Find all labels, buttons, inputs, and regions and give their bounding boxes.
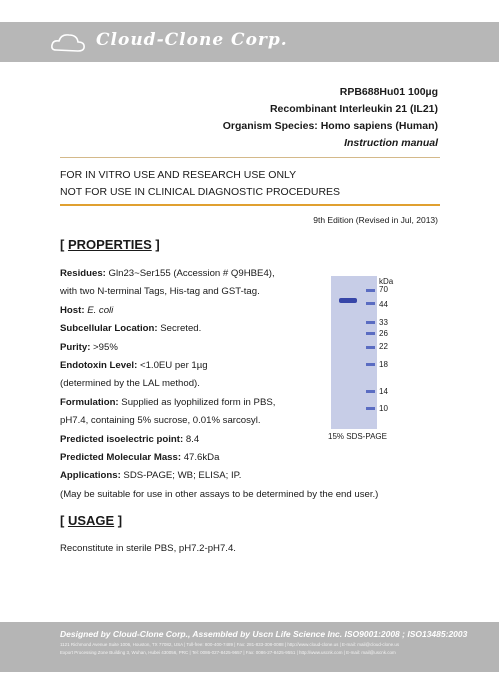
sds-page-figure	[328, 276, 441, 446]
prop-formulation-cont: pH7.4, containing 5% sucrose, 0.01% sarcosyl.	[60, 415, 261, 427]
prop-applications: Applications: SDS-PAGE; WB; ELISA; IP.	[60, 470, 242, 482]
sample-band	[339, 298, 357, 303]
document-type: Instruction manual	[344, 137, 438, 149]
prop-endotoxin-cont: (determined by the LAL method).	[60, 378, 200, 390]
product-code: RPB688Hu01 100µg	[339, 86, 438, 98]
marker-label: 44	[379, 300, 388, 309]
divider-line	[60, 157, 440, 158]
prop-location: Subcellular Location: Secreted.	[60, 323, 202, 335]
marker-band	[366, 390, 375, 393]
prop-purity: Purity: >95%	[60, 341, 118, 353]
kda-unit-label: kDa	[379, 277, 394, 286]
marker-band	[366, 363, 375, 366]
marker-label: 70	[379, 285, 388, 294]
footer-address-cn: Export Processing Zone Building 3, Wuhan, Hubei 430056, PRC | Tel: 0086-027-8425-9657 | Fax: 0086-27-8425-9551 | http://www.uscnk.com | E-mail: mail@uscnk.com	[60, 650, 396, 655]
prop-isoelectric: Predicted isoelectric point: 8.4	[60, 433, 200, 445]
gel-image	[331, 276, 377, 429]
usage-heading: [ USAGE ]	[60, 513, 123, 528]
gel-caption: 15% SDS-PAGE	[328, 432, 387, 441]
marker-label: 18	[379, 360, 388, 369]
marker-label: 33	[379, 318, 388, 327]
accent-divider	[60, 204, 440, 206]
prop-endotoxin: Endotoxin Level: <1.0EU per 1µg	[60, 360, 208, 372]
prop-residues-cont: with two N-terminal Tags, His-tag and GST-tag.	[60, 286, 260, 298]
research-use-notice: FOR IN VITRO USE AND RESEARCH USE ONLY	[60, 169, 297, 181]
footer-tagline: Designed by Cloud-Clone Corp., Assembled by Uscn Life Science Inc. ISO9001:2008 ; ISO13485:2003	[60, 629, 468, 639]
applications-note: (May be suitable for use in other assays to be determined by the end user.)	[60, 489, 379, 500]
use-notice	[60, 167, 340, 201]
marker-label: 22	[379, 342, 388, 351]
marker-band	[366, 407, 375, 410]
marker-band	[366, 321, 375, 324]
company-logo-text: Cloud-Clone Corp.	[96, 30, 288, 50]
usage-instructions: Reconstitute in sterile PBS, pH7.2-pH7.4.	[60, 543, 236, 554]
marker-band	[366, 302, 375, 305]
marker-band	[366, 346, 375, 349]
prop-host: Host: E. coli	[60, 304, 114, 316]
organism-species: Organism Species: Homo sapiens (Human)	[222, 120, 438, 132]
product-info	[223, 84, 438, 152]
product-name: Recombinant Interleukin 21 (IL21)	[269, 103, 438, 115]
prop-mass: Predicted Molecular Mass: 47.6kDa	[60, 452, 220, 464]
prop-formulation: Formulation: Supplied as lyophilized form in PBS,	[60, 396, 276, 408]
marker-band	[366, 332, 375, 335]
clinical-use-notice: NOT FOR USE IN CLINICAL DIAGNOSTIC PROCEDURES	[60, 186, 341, 198]
edition-note: 9th Edition (Revised in Jul, 2013)	[313, 215, 438, 225]
prop-residues: Residues: Gln23~Ser155 (Accession # Q9HBE4),	[60, 268, 275, 279]
cloud-logo-icon	[50, 30, 86, 54]
marker-label: 10	[379, 404, 388, 413]
properties-heading: [ PROPERTIES ]	[60, 237, 160, 252]
marker-label: 26	[379, 329, 388, 338]
marker-band	[366, 289, 375, 292]
footer-address-us: 1121 Richmond Avenue Suite 1006, Houston, TX 77082, USA | Toll-free: 800-400-7489 | Fax: 281-833-308-0088 | http://www.cloud-clone.us | E-mail: mail@cloud-clone.us	[60, 642, 400, 647]
marker-label: 14	[379, 387, 388, 396]
properties-list	[60, 265, 320, 486]
